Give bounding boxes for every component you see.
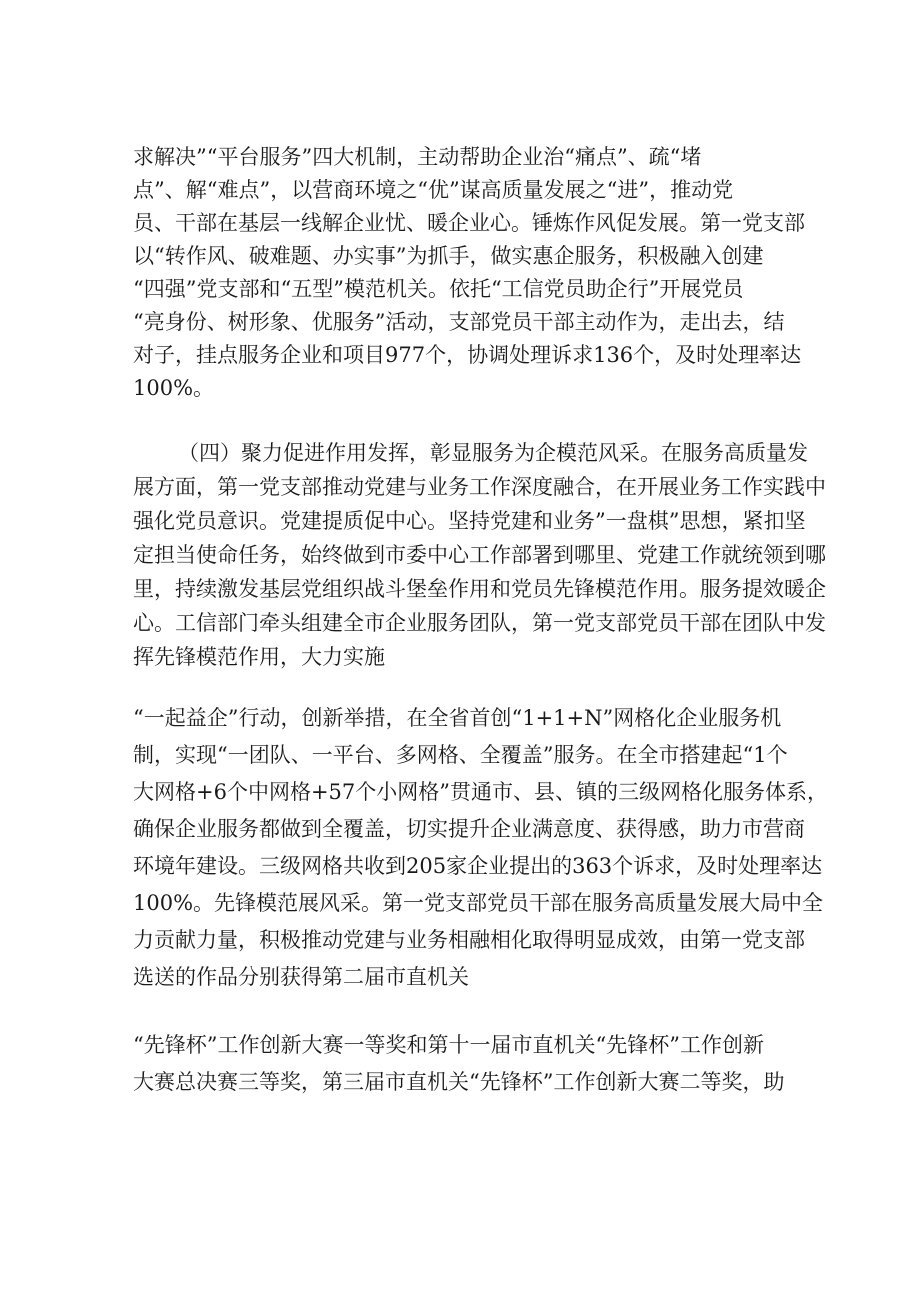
text-line: 求解决”“平台服务”四大机制，主动帮助企业治“痛点”、疏“堵: [133, 145, 702, 169]
text-line: 强化党员意识。党建提质促中心。坚持党建和业务”一盘棋”思想，紧扣坚: [133, 509, 806, 533]
text-line: 大赛总决赛三等奖，第三届市直机关“先锋杯”工作创新大赛二等奖，助: [133, 1070, 785, 1094]
text-line: 点”、解“难点”，以营商环境之“优”谋高质量发展之“进”，推动党: [133, 178, 734, 202]
text-line: “一起益企”行动，创新举措，在全省首创“1+1+N”网格化企业服务机: [133, 706, 782, 730]
text-line: 员、干部在基层一线解企业忧、暖企业心。锤炼作风促发展。第一党支部: [133, 211, 805, 235]
text-line: 展方面，第一党支部推动党建与业务工作深度融合，在开展业务工作实践中: [133, 475, 826, 499]
text-line: 100%。: [133, 376, 215, 400]
text-line: 挥先锋模范作用，大力实施: [133, 645, 385, 669]
text-line: 对子，挂点服务企业和项目977个，协调处理诉求136个，及时处理率达: [133, 343, 802, 367]
text-line: “四强”党支部和“五型”模范机关。依托“工信党员助企行”开展党员: [133, 277, 744, 301]
text-line: 里，持续激发基层党组织战斗堡垒作用和党员先锋模范作用。服务提效暖企: [133, 577, 826, 601]
text-line: 选送的作品分别获得第二届市直机关: [133, 965, 469, 989]
text-line: 大网格+6个中网格+57个小网格”贯通市、县、镇的三级网格化服务体系，: [133, 780, 829, 804]
text-line: “先锋杯”工作创新大赛一等奖和第十一届市直机关“先锋杯”工作创新: [133, 1033, 764, 1057]
text-line: “亮身份、树形象、优服务”活动，支部党员干部主动作为，走出去，结: [133, 310, 785, 334]
text-line: 确保企业服务都做到全覆盖，切实提升企业满意度、获得感，助力市营商: [133, 817, 805, 841]
text-line: 制，实现“一团队、一平台、多网格、全覆盖”服务。在全市搭建起“1个: [133, 743, 788, 767]
text-line: （四）聚力促进作用发挥，彰显服务为企模范风采。在服务高质量发: [178, 441, 808, 465]
text-line: 100%。先锋模范展风采。第一党支部党员干部在服务高质量发展大局中全: [133, 891, 824, 915]
text-line: 环境年建设。三级网格共收到205家企业提出的363个诉求，及时处理率达: [133, 854, 823, 878]
text-line: 心。工信部门牵头组建全市企业服务团队，第一党支部党员干部在团队中发: [133, 611, 826, 635]
text-line: 定担当使命任务，始终做到市委中心工作部署到哪里、党建工作就统领到哪: [133, 543, 826, 567]
text-line: 力贡献力量，积极推动党建与业务相融相化取得明显成效，由第一党支部: [133, 928, 805, 952]
text-line: 以“转作风、破难题、办实事”为抓手，做实惠企服务，积极融入创建: [133, 244, 764, 268]
